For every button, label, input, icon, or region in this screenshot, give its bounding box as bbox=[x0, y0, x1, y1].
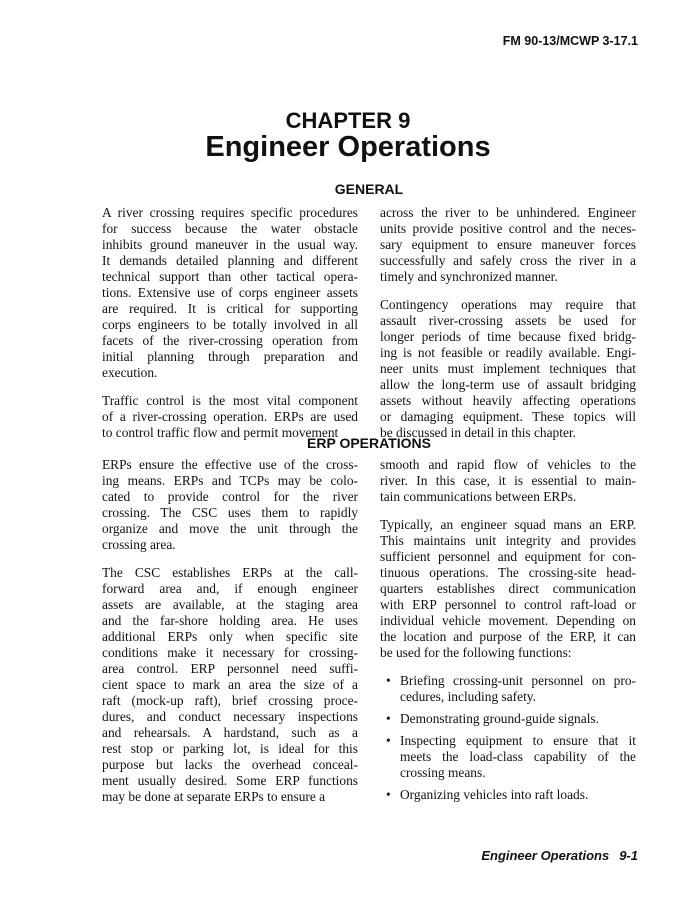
text-line: Organizing vehicles into raft loads. bbox=[400, 787, 589, 802]
text-line: or damaging equipment. These topics will bbox=[380, 409, 636, 424]
text-line: execution. bbox=[102, 365, 158, 380]
erp-left-column bbox=[102, 457, 358, 817]
text-line: are required. It is critical for supporting bbox=[102, 301, 358, 316]
bullet-icon: • bbox=[386, 787, 391, 802]
text-line: sufficient personnel and equipment for con- bbox=[380, 549, 636, 564]
text-line: neer units must implement techniques that bbox=[380, 361, 636, 376]
paragraph bbox=[380, 517, 636, 661]
text-line: allow the long-term use of assault bridging bbox=[380, 377, 636, 392]
text-line: Traffic control is the most vital component bbox=[102, 393, 358, 408]
text-line: cient space to mark an area the size of a bbox=[102, 677, 358, 692]
text-line: crossing area. bbox=[102, 537, 176, 552]
text-line: crossing. The CSC uses them to rapidly bbox=[102, 505, 358, 520]
paragraph bbox=[102, 393, 358, 441]
text-line: smooth and rapid flow of vehicles to the bbox=[380, 457, 636, 472]
paragraph bbox=[102, 457, 358, 553]
page-number: 9-1 bbox=[619, 848, 638, 863]
paragraph bbox=[380, 205, 636, 285]
text-line: additional ERPs only when specific site bbox=[102, 629, 358, 644]
text-line: river. In this case, it is essential to main- bbox=[380, 473, 636, 488]
text-line: organize and move the unit through the bbox=[102, 521, 358, 536]
text-line: The CSC establishes ERPs at the call- bbox=[102, 565, 358, 580]
text-line: to control traffic flow and permit movement bbox=[102, 425, 339, 440]
bullet-icon: • bbox=[386, 673, 391, 688]
text-line: individual vehicle movement. Depending on bbox=[380, 613, 636, 628]
text-line: assets without heavily affecting operations bbox=[380, 393, 636, 408]
text-line: and rehearsals. A hardstand, such as a bbox=[102, 725, 358, 740]
text-line: Inspecting equipment to ensure that it bbox=[400, 733, 636, 748]
text-line: of a river-crossing operation. ERPs are used bbox=[102, 409, 358, 424]
text-line: longer periods of time because fixed bridg- bbox=[380, 329, 636, 344]
text-line: Demonstrating ground-guide signals. bbox=[400, 711, 599, 726]
text-line: dures, and conduct necessary inspections bbox=[102, 709, 358, 724]
text-line: facets of the river-crossing operation from bbox=[102, 333, 358, 348]
paragraph bbox=[102, 565, 358, 805]
text-line: assets are available, at the staging area bbox=[102, 597, 358, 612]
text-line: inhibits ground maneuver in the usual way. bbox=[102, 237, 358, 252]
bullet-icon: • bbox=[386, 733, 391, 748]
text-line: tions. Extensive use of corps engineer assets bbox=[102, 285, 358, 300]
text-line: A river crossing requires specific procedures bbox=[102, 205, 358, 220]
text-line: technical support than other tactical opera- bbox=[102, 269, 358, 284]
text-line: the location and purpose of the ERP, it can bbox=[380, 629, 636, 644]
paragraph bbox=[380, 457, 636, 505]
text-line: Contingency operations may require that bbox=[380, 297, 636, 312]
bullet-item bbox=[380, 673, 636, 705]
text-line: may be done at separate ERPs to ensure a bbox=[102, 789, 326, 804]
text-line: rest stop or parking lot, is ideal for this bbox=[102, 741, 358, 756]
text-line: sary equipment to ensure maneuver forces bbox=[380, 237, 636, 252]
text-line: Typically, an engineer squad mans an ERP. bbox=[380, 517, 636, 532]
text-line: for success because the water obstacle bbox=[102, 221, 358, 236]
text-line: timely and synchronized manner. bbox=[380, 269, 558, 284]
text-line: initial planning through preparation and bbox=[102, 349, 358, 364]
general-right-column bbox=[380, 205, 636, 453]
text-line: conditions make it necessary for crossing- bbox=[102, 645, 358, 660]
text-line: cated to provide control for the river bbox=[102, 489, 358, 504]
text-line: crossing means. bbox=[400, 765, 486, 780]
text-line: Briefing crossing-unit personnel on pro- bbox=[400, 673, 636, 688]
text-line: ment usually desired. Some ERP functions bbox=[102, 773, 358, 788]
bullet-item bbox=[380, 733, 636, 781]
text-line: across the river to be unhindered. Engineer bbox=[380, 205, 636, 220]
text-line: ing is not feasible or readily available. Engi- bbox=[380, 345, 636, 360]
erp-right-column bbox=[380, 457, 636, 809]
text-line: tain communications between ERPs. bbox=[380, 489, 577, 504]
bullet-item bbox=[380, 711, 636, 727]
text-line: units provide positive control and the neces- bbox=[380, 221, 636, 236]
paragraph bbox=[102, 205, 358, 381]
chapter-title: Engineer Operations bbox=[205, 131, 491, 163]
text-line: This maintains unit integrity and provides bbox=[380, 533, 636, 548]
text-line: successfully and safely cross the river in a bbox=[380, 253, 636, 268]
text-line: quarters establishes direct communication bbox=[380, 581, 636, 596]
text-line: raft (mock-up raft), brief crossing proce- bbox=[102, 693, 358, 708]
text-line: and the far-shore holding area. He uses bbox=[102, 613, 358, 628]
text-line: It demands detailed planning and different bbox=[102, 253, 358, 268]
chapter-number: CHAPTER 9 bbox=[285, 108, 411, 133]
text-line: corps engineers to be totally involved in all bbox=[102, 317, 358, 332]
text-line: ing means. ERPs and TCPs may be colo- bbox=[102, 473, 358, 488]
text-line: ERPs ensure the effective use of the cross- bbox=[102, 457, 358, 472]
bullet-item bbox=[380, 787, 636, 803]
document-id-header: FM 90-13/MCWP 3-17.1 bbox=[502, 34, 638, 48]
text-line: tinuous operations. The crossing-site head- bbox=[380, 565, 636, 580]
text-line: be discussed in detail in this chapter. bbox=[380, 425, 576, 440]
text-line: be used for the following functions: bbox=[380, 645, 572, 660]
page-footer bbox=[481, 848, 638, 863]
text-line: assault river-crossing assets be used for bbox=[380, 313, 636, 328]
footer-section-title: Engineer Operations bbox=[481, 848, 610, 863]
text-line: meets the load-class capability of the bbox=[400, 749, 636, 764]
text-line: area control. ERP personnel need suffi- bbox=[102, 661, 358, 676]
text-line: forward area and, if enough engineer bbox=[102, 581, 358, 596]
text-line: with ERP personnel to control raft-load or bbox=[380, 597, 636, 612]
section-heading-general: GENERAL bbox=[334, 181, 404, 197]
section-heading-erp-operations: ERP OPERATIONS bbox=[307, 435, 431, 451]
bullet-icon: • bbox=[386, 711, 391, 726]
text-line: cedures, including safety. bbox=[400, 689, 536, 704]
general-left-column bbox=[102, 205, 358, 453]
text-line: purpose but lacks the overhead conceal- bbox=[102, 757, 358, 772]
paragraph bbox=[380, 297, 636, 441]
